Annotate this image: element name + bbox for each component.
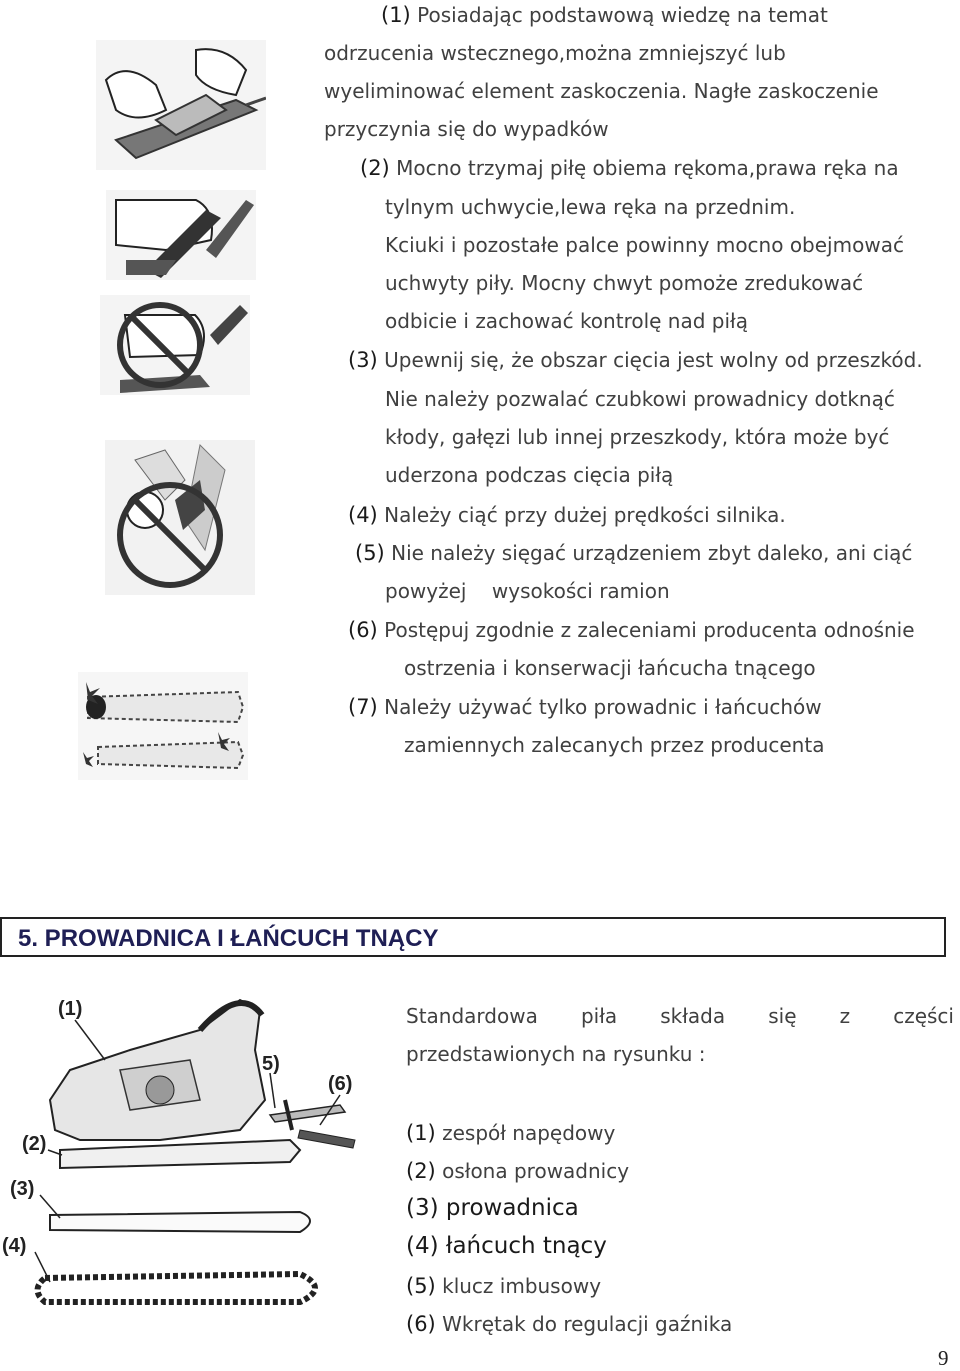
section-header — [0, 917, 946, 957]
safety-text: zamiennych zalecanych przez producenta — [404, 733, 825, 757]
standard-intro-line1 — [406, 1004, 954, 1028]
safety-text: powyżej wysokości ramion — [385, 579, 670, 603]
part-item-1 — [406, 1121, 615, 1145]
safety-text: Nie należy pozwalać czubkowi prowadnicy dotknąć — [385, 387, 895, 411]
safety-text: Należy ciąć przy dużej prędkości silnika. — [384, 503, 786, 527]
safety-text: Posiadając podstawową wiedzę na temat — [417, 3, 828, 27]
safety-text: Należy używać tylko prowadnic i łańcuchów — [384, 695, 822, 719]
word: Standardowa — [406, 1004, 538, 1028]
safety-text: odrzucenia wstecznego,można zmniejszyć lub — [324, 41, 786, 65]
item-number: (1) — [381, 3, 411, 27]
item-number: (7) — [348, 695, 378, 719]
part-number: (4) — [406, 1233, 439, 1259]
part-item-5 — [406, 1274, 601, 1298]
illustration-guide-bars — [78, 672, 248, 780]
part-number: (3) — [406, 1195, 439, 1221]
part-item-3 — [406, 1196, 579, 1220]
safety-text: Postępuj zgodnie z zaleceniami producenta odnośnie — [384, 618, 915, 642]
diagram-label-5: 5) — [262, 1053, 280, 1075]
illustration-no-overreach — [105, 440, 255, 595]
part-number: (5) — [406, 1274, 436, 1298]
safety-text: uderzona podczas cięcia piłą — [385, 463, 674, 487]
safety-text: Kciuki i pozostałe palce powinny mocno obejmować — [385, 233, 904, 257]
word: piła — [580, 1004, 618, 1028]
item-number: (4) — [348, 503, 378, 527]
safety-text: Upewnij się, że obszar cięcia jest wolny od przeszkód. — [384, 348, 923, 372]
part-label: zespół napędowy — [442, 1121, 616, 1145]
word: z — [839, 1004, 851, 1028]
word: części — [893, 1004, 954, 1028]
part-item-4 — [406, 1234, 607, 1258]
diagram-label-4: (4) — [2, 1235, 27, 1257]
standard-intro-line2: przedstawionych na rysunku : — [406, 1042, 706, 1066]
part-label: prowadnica — [445, 1195, 579, 1221]
safety-text: ostrzenia i konserwacji łańcucha tnącego — [404, 656, 816, 680]
page-number: 9 — [938, 1346, 949, 1370]
part-number: (2) — [406, 1159, 436, 1183]
diagram-label-2: (2) — [22, 1133, 47, 1155]
part-label: łańcuch tnący — [445, 1233, 607, 1259]
part-label: Wkrętak do regulacji gaźnika — [442, 1312, 733, 1336]
safety-text: kłody, gałęzi lub innej przeszkody, która może być — [385, 425, 890, 449]
part-item-6 — [406, 1312, 732, 1336]
item-number: (3) — [348, 348, 378, 372]
safety-text: odbicie i zachować kontrolę nad piłą — [385, 309, 748, 333]
diagram-label-1: (1) — [58, 998, 83, 1020]
safety-text: uchwyty piły. Mocny chwyt pomoże zredukować — [385, 271, 864, 295]
safety-text: tylnym uchwycie,lewa ręka na przednim. — [385, 195, 796, 219]
illustration-wrong-grip — [100, 295, 250, 395]
safety-text: przyczynia się do wypadków — [324, 117, 609, 141]
part-number: (6) — [406, 1312, 436, 1336]
diagram-label-3: (3) — [10, 1178, 35, 1200]
item-number: (2) — [360, 156, 390, 180]
illustration-thumb-grip — [106, 190, 256, 280]
safety-text: wyeliminować element zaskoczenia. Nagłe zaskoczenie — [324, 79, 879, 103]
safety-text: Mocno trzymaj piłę obiema rękoma,prawa ręka na — [396, 156, 899, 180]
part-label: osłona prowadnicy — [442, 1159, 630, 1183]
section-title: 5. PROWADNICA I ŁAŃCUCH TNĄCY — [18, 925, 439, 952]
item-number: (5) — [355, 541, 385, 565]
item-number: (6) — [348, 618, 378, 642]
word: się — [768, 1004, 797, 1028]
part-number: (1) — [406, 1121, 436, 1145]
word: składa — [660, 1004, 726, 1028]
diagram-label-6: (6) — [328, 1073, 353, 1095]
part-label: klucz imbusowy — [442, 1274, 602, 1298]
illustration-kickback-grip — [96, 40, 266, 170]
safety-text: Nie należy sięgać urządzeniem zbyt daleko, ani ciąć — [391, 541, 913, 565]
chainsaw-parts-diagram — [0, 990, 380, 1360]
part-item-2 — [406, 1159, 629, 1183]
